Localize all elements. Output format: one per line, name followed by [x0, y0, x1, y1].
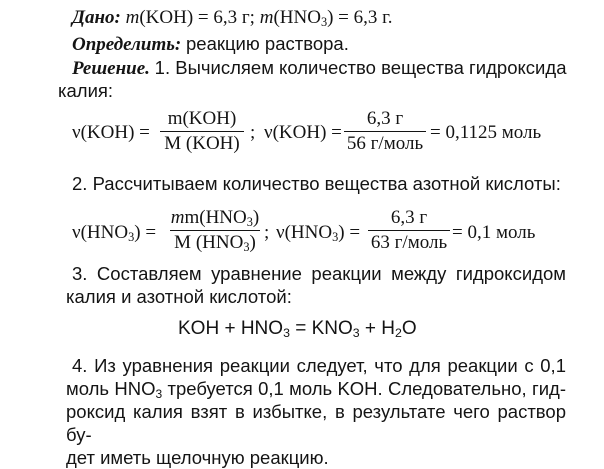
find-text: реакцию раствора.	[186, 33, 349, 54]
formula2-num-a: m(HNO	[184, 207, 247, 228]
formula2-mass-symbol: m	[170, 207, 185, 228]
formula2-den-a: M (HNO	[174, 232, 244, 253]
solution-line-1	[72, 57, 566, 80]
step4-line-4: дет иметь щелочную реакцию.	[66, 447, 329, 468]
formula2-lhs-b: ) =	[134, 222, 157, 243]
formula1-lhs2: ν(KOH) =	[264, 122, 342, 143]
formula1-result: = 0,1125 моль	[430, 122, 542, 143]
formula2-result: = 0,1 моль	[452, 222, 536, 243]
formula2-lhs-a: ν(HNO	[72, 222, 129, 243]
equation-sub-2: 3	[352, 326, 360, 341]
given-mass-symbol-2: m	[259, 7, 274, 28]
step3-text	[66, 262, 566, 308]
formula2-denominator2: 63 г/моль	[370, 232, 448, 253]
fraction-bar	[170, 230, 260, 231]
formula1-separator: ;	[250, 122, 256, 143]
given-mass-symbol: m	[125, 7, 140, 28]
given-koh-mass: (KOH) = 6,3 г;	[139, 7, 255, 28]
equation-product-2-end: O	[401, 318, 417, 339]
formula2-fraction2	[368, 207, 450, 254]
given-hno3-sub: 3	[320, 15, 328, 30]
equation-sub-1: 3	[283, 326, 290, 341]
formula2-den-sub: 3	[243, 240, 250, 255]
formula2-num-sub: 3	[246, 215, 253, 230]
solution-step1-text: 1. Вычисляем количество вещества гидроксида	[154, 57, 567, 78]
step4-line-2	[66, 377, 566, 400]
formula2-numerator2: 6,3 г	[390, 207, 428, 228]
formula2-lhs2-sub: 3	[332, 230, 339, 245]
step4-line-1: 4. Из уравнения реакции следует, что для реакции с 0,1	[72, 355, 566, 376]
step2-text: 2. Рассчитываем количество вещества азотной кислоты:	[72, 173, 561, 194]
step4-line-2-sub: 3	[155, 387, 163, 401]
formula2-lhs-sub: 3	[128, 230, 135, 245]
step3-line-1: 3. Составляем уравнение реакции между гидроксидом	[72, 263, 566, 284]
equation-product-2: + H	[359, 318, 396, 339]
given-hno3-a: (HNO	[273, 7, 321, 28]
formula1-denominator: M (KOH)	[164, 133, 240, 154]
equation-sub-3: 2	[395, 326, 402, 341]
find-line	[72, 33, 349, 56]
formula2-denominator	[170, 232, 260, 254]
solution-line-2: калия:	[58, 80, 114, 101]
formula2-separator: ;	[264, 222, 270, 243]
formula2-den-b: )	[249, 232, 256, 253]
reaction-equation	[178, 318, 417, 340]
formula2-fraction	[170, 207, 260, 254]
formula1-fraction	[160, 108, 244, 155]
solution-label: Решение.	[72, 58, 150, 79]
step4-line-3: роксид калия взят в избытке, в результате чего раствор бу-	[66, 401, 566, 445]
fraction-bar	[344, 131, 426, 132]
step4-text	[66, 354, 566, 469]
given-hno3-b: ) = 6,3 г.	[327, 7, 393, 28]
formula2-lhs2-a: ν(HNO	[276, 222, 333, 243]
formula2-lhs2-b: ) =	[338, 222, 361, 243]
equation-reactants: KOH + HNO	[178, 318, 284, 339]
formula2-num-b: )	[252, 207, 260, 228]
formula1-lhs: ν(KOH) =	[72, 122, 150, 143]
formula1-numerator: m(KOH)	[167, 108, 237, 129]
formula1-denominator2: 56 г/моль	[346, 133, 424, 154]
formula1-fraction2	[344, 108, 426, 155]
fraction-bar	[368, 230, 450, 231]
fraction-bar	[160, 131, 244, 132]
formula2-lhs2	[276, 222, 360, 244]
step3-line-2: калия и азотной кислотой:	[66, 286, 292, 307]
formula2-numerator	[170, 207, 260, 229]
formula1-numerator2: 6,3 г	[366, 108, 404, 129]
given-label: Дано:	[72, 7, 121, 28]
step4-line-2-b: требуется 0,1 моль KOH. Следовательно, гид-	[162, 378, 566, 399]
given-line	[72, 7, 393, 29]
step4-line-2-a: моль HNO	[66, 378, 156, 399]
formula2-lhs	[72, 222, 156, 244]
find-label: Определить:	[72, 34, 182, 55]
equation-product-1: = KNO	[289, 318, 353, 339]
